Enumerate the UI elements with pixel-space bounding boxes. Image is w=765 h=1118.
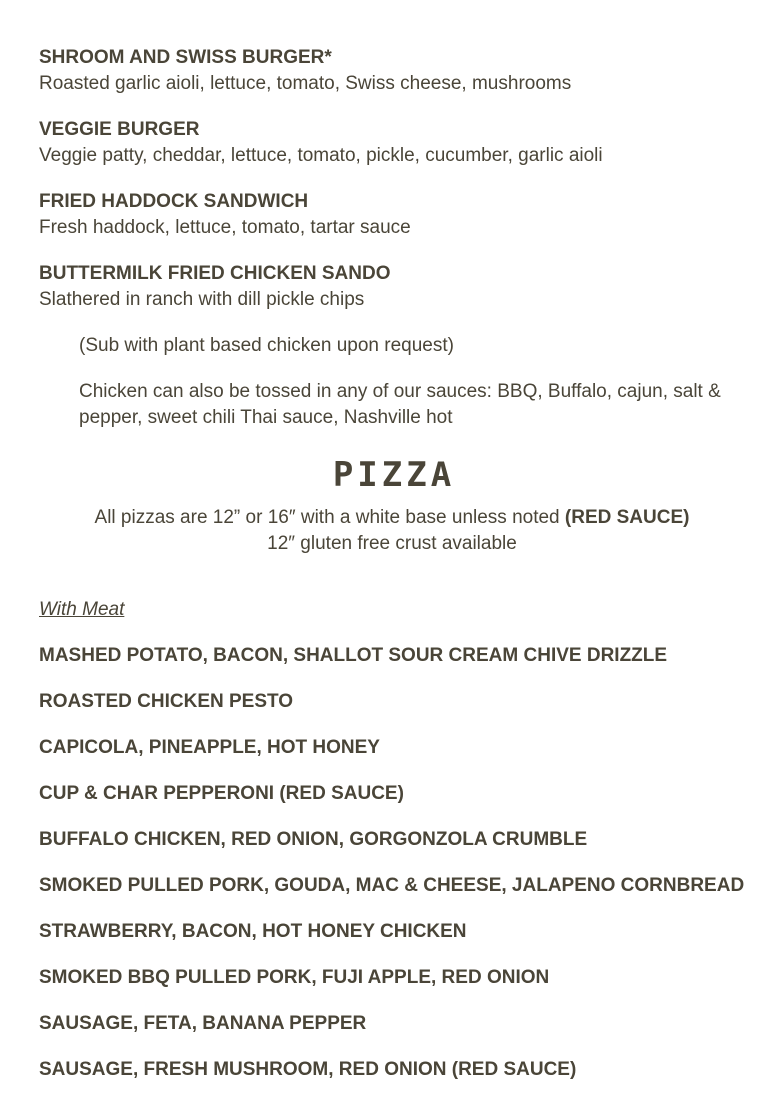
pizza-section-title: PIZZA	[332, 455, 456, 495]
pizza-item: SAUSAGE, FETA, BANANA PEPPER	[39, 1013, 367, 1034]
red-sauce-note: (RED SAUCE)	[564, 507, 690, 528]
menu-item	[39, 117, 749, 169]
pizza-intro-text: All pizzas are 12” or 16″ with a white base unless noted	[94, 507, 565, 528]
pizza-item: MASHED POTATO, BACON, SHALLOT SOUR CREAM CHIVE DRIZZLE	[39, 645, 668, 666]
pizza-item: SMOKED PULLED PORK, GOUDA, MAC & CHEESE, JALAPENO CORNBREAD	[39, 875, 745, 896]
item-name: FRIED HADDOCK SANDWICH	[39, 191, 309, 212]
item-description: Roasted garlic aioli, lettuce, tomato, Swiss cheese, mushrooms	[39, 73, 572, 94]
gluten-free-note: 12″ gluten free crust available	[267, 533, 517, 554]
item-description: Veggie patty, cheddar, lettuce, tomato, pickle, cucumber, garlic aioli	[39, 145, 603, 166]
pizza-item: BUFFALO CHICKEN, RED ONION, GORGONZOLA CRUMBLE	[39, 829, 588, 850]
pizza-item: CAPICOLA, PINEAPPLE, HOT HONEY	[39, 737, 380, 758]
pizza-item: SMOKED BBQ PULLED PORK, FUJI APPLE, RED ONION	[39, 967, 550, 988]
pizza-intro	[79, 505, 705, 557]
item-description: Fresh haddock, lettuce, tomato, tartar sauce	[39, 217, 411, 238]
pizza-item: ROASTED CHICKEN PESTO	[39, 691, 294, 712]
menu-content	[39, 45, 749, 1103]
item-name: SHROOM AND SWISS BURGER*	[39, 47, 332, 68]
menu-item	[39, 45, 749, 97]
category-heading: With Meat	[39, 599, 125, 620]
item-name: VEGGIE BURGER	[39, 119, 200, 140]
item-description: Slathered in ranch with dill pickle chips	[39, 289, 365, 310]
sauce-note: Chicken can also be tossed in any of our sauces: BBQ, Buffalo, cajun, salt & pepper, sweet chili Thai sauce, Nashville hot	[79, 381, 721, 428]
pizza-item: SAUSAGE, FRESH MUSHROOM, RED ONION (RED SAUCE)	[39, 1059, 577, 1080]
pizza-item: CUP & CHAR PEPPERONI (RED SAUCE)	[39, 783, 404, 804]
item-name: BUTTERMILK FRIED CHICKEN SANDO	[39, 263, 391, 284]
pizza-item: STRAWBERRY, BACON, HOT HONEY CHICKEN	[39, 921, 467, 942]
menu-item	[39, 261, 749, 313]
sub-note: (Sub with plant based chicken upon request)	[79, 335, 454, 356]
menu-item	[39, 189, 749, 241]
